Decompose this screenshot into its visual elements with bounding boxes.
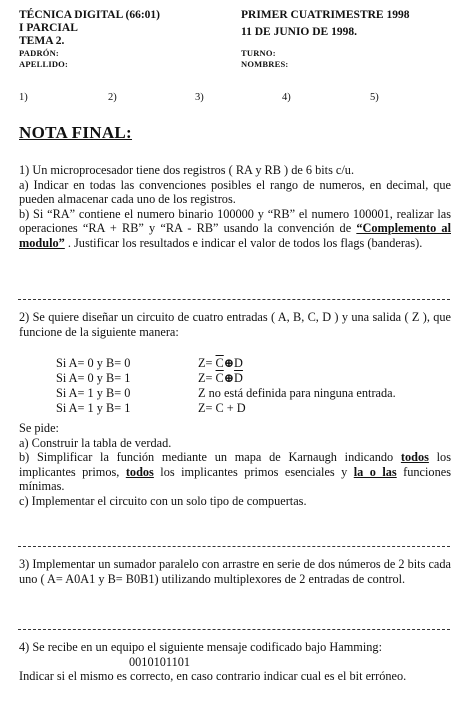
exam-name: I PARCIAL	[19, 22, 78, 34]
question-2-tasks	[19, 421, 451, 508]
score-slot-5: 5)	[370, 92, 379, 103]
divider-2	[18, 546, 450, 547]
exam-date: 11 DE JUNIO DE 1998.	[241, 26, 357, 38]
score-slot-1: 1)	[19, 92, 28, 103]
emphasis-la-o-las: la o las	[353, 464, 397, 479]
q2-intro: 2) Se quiere diseñar un circuito de cuatro entradas ( A, B, C, D ) y una salida ( Z ), que funcione de la siguiente manera:	[19, 310, 451, 339]
q1-part-b: b) Si “RA” contiene el numero binario 100000 y “RB” el numero 100001, realizar las operaciones “RA + RB” y “RA - RB” usando la convención de “Complemento al modulo” . Justificar los resultados e indicar el valor de todos los flags (banderas).	[19, 206, 451, 250]
question-3	[19, 557, 451, 586]
q2-part-b: b) Simplificar la función mediante un mapa de Karnaugh indicando todos los implicantes primos, todos los implicantes primos esenciales y la o las funciones mínimas.	[19, 450, 451, 493]
emphasis-todos: todos	[400, 450, 429, 464]
q2-se-pide: Se pide:	[19, 421, 59, 435]
condition-row	[56, 401, 396, 416]
q3-text: 3) Implementar un sumador paralelo con arrastre en serie de dos números de 2 bits cada uno ( A= A0A1 y B= B0B1) utilizando multiplexores de 2 entradas de control.	[19, 557, 451, 586]
padron-label: PADRÓN:	[19, 48, 59, 58]
q2-conditions-table	[56, 356, 396, 416]
nombres-label: NOMBRES:	[241, 59, 289, 69]
question-2-intro	[19, 310, 451, 339]
divider-1	[18, 299, 450, 300]
condition-row	[56, 386, 396, 401]
score-slot-3: 3)	[195, 92, 204, 103]
apellido-label: APELLIDO:	[19, 59, 69, 69]
condition-equation: Z= C + D	[198, 401, 246, 415]
q2-part-a: a) Construir la tabla de verdad.	[19, 435, 172, 450]
condition-equation: Z no está definida para ninguna entrada.	[198, 386, 396, 400]
emphasis-todos: todos	[125, 464, 154, 479]
condition-equation: $Z= \overline{C}\oplus D$	[198, 356, 243, 370]
condition-text: Si A= 1 y B= 0	[56, 386, 131, 400]
turno-label: TURNO:	[241, 48, 276, 58]
q2-part-c: c) Implementar el circuito con un solo tipo de compuertas.	[19, 493, 307, 508]
score-slot-2: 2)	[108, 92, 117, 103]
condition-text: Si A= 0 y B= 1	[56, 371, 131, 385]
question-1	[19, 163, 451, 250]
term-title: PRIMER CUATRIMESTRE 1998	[241, 9, 410, 21]
nota-final-heading: NOTA FINAL:	[19, 123, 133, 142]
course-title: TÉCNICA DIGITAL (66:01)	[19, 9, 160, 21]
condition-row	[56, 356, 396, 371]
exam-topic: TEMA 2.	[19, 35, 65, 47]
divider-3	[18, 629, 450, 630]
q4-text: Indicar si el mismo es correcto, en caso contrario indicar cual es el bit erróneo.	[19, 669, 407, 683]
q4-code: 0010101101	[129, 654, 191, 669]
condition-text: Si A= 1 y B= 1	[56, 401, 131, 415]
q1-emphasis: “Complemento al modulo”	[19, 221, 451, 250]
question-4	[19, 640, 451, 684]
condition-row	[56, 371, 396, 386]
q4-intro: 4) Se recibe en un equipo el siguiente mensaje codificado bajo Hamming:	[19, 640, 382, 654]
score-slot-4: 4)	[282, 92, 291, 103]
condition-text: Si A= 0 y B= 0	[56, 356, 131, 370]
q1-intro: 1) Un microprocesador tiene dos registros ( RA y RB ) de 6 bits c/u.	[19, 163, 355, 177]
q1-part-a: a) Indicar en todas las convenciones posibles el rango de numeros, en decimal, que pueden almacenar cada uno de los registros.	[19, 177, 451, 206]
condition-equation: $Z= \overline{C}\oplus\overline{D}$	[198, 371, 243, 385]
